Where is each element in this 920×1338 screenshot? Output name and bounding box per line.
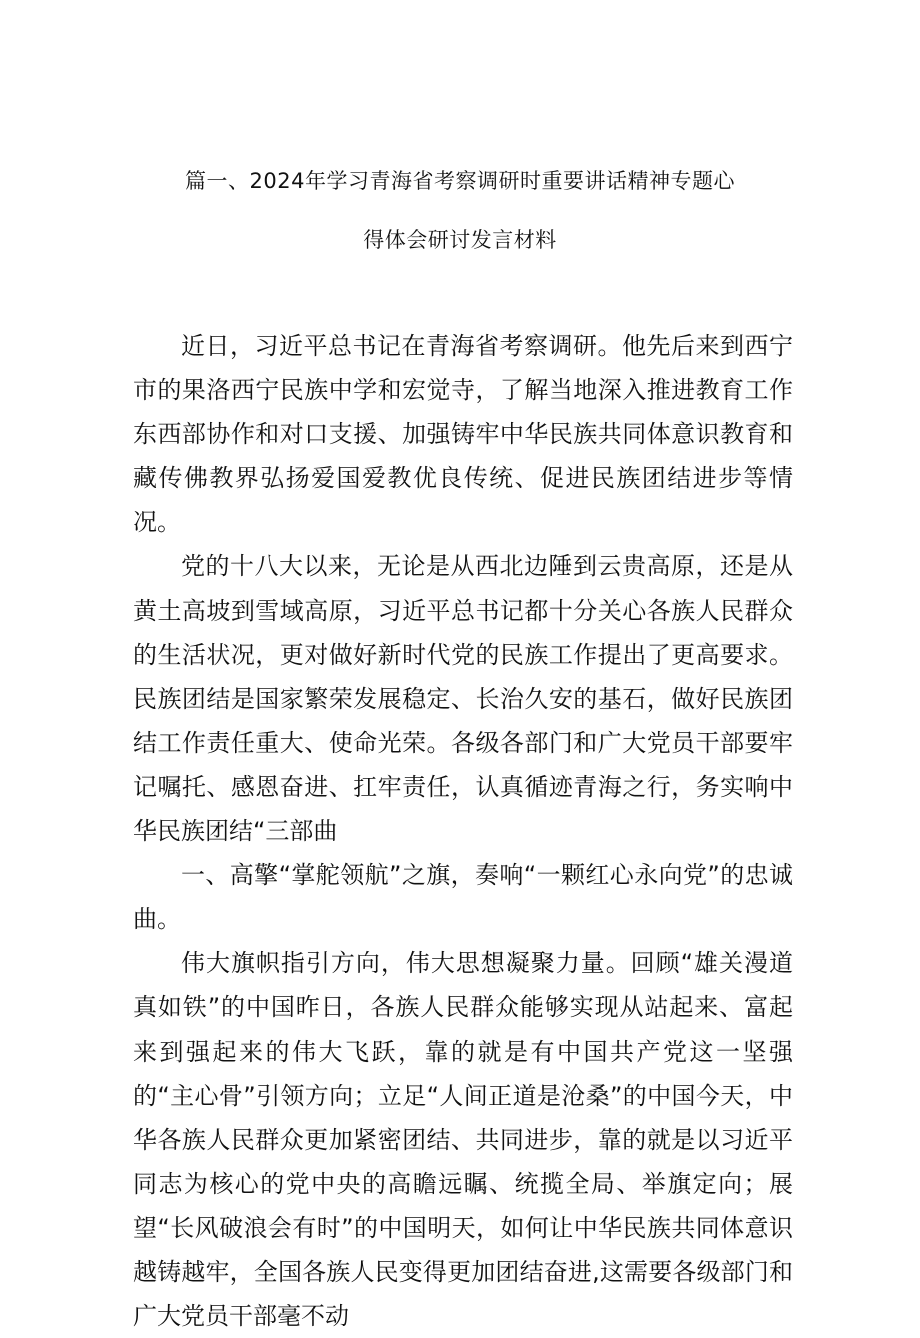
section-heading-1: 一、高擎“掌舵领航”之旗，奏响“一颗红心永向党”的忠诚曲。 — [133, 861, 793, 934]
paragraph-great-banner: 伟大旗帜指引方向，伟大思想凝聚力量。回顾“雄关漫道真如铁”的中国昨日，各族人民群众能够实现从站起来、富起来到强起来的伟大飞跃，靠的就是有中国共产党这一坚强的“主心骨”引领方向；立足“人间正道是沧桑”的中国今天，中华各族人民群众更加紧密团结、共同进步，靠的就是以习近平同志为核心的党中央的高瞻远瞩、统揽全局、举旗定向；展望“长风破浪会有时”的中国明天，如何让中华民族共同体意识越铸越牢，全国各族人民变得更加团结奋进,这需要各级部门和广大党员干部毫不动 — [133, 949, 793, 1331]
paragraph-since-18th-congress: 党的十八大以来，无论是从西北边陲到云贵高原，还是从黄土高坡到雪域高原，习近平总书记都十分关心各族人民群众的生活状况，更对做好新时代党的民族工作提出了更高要求。民族团结是国家繁荣发展稳定、长治久安的基石，做好民族团结工作责任重大、使命光荣。各级各部门和广大党员干部要牢记嘱托、感恩奋进、扛牢责任，认真循迹青海之行，务实响中华民族团结“三部曲 — [133, 552, 793, 846]
document-title-line-2: 得体会研讨发言材料 — [363, 228, 557, 252]
paragraph-intro: 近日，习近平总书记在青海省考察调研。他先后来到西宁市的果洛西宁民族中学和宏觉寺，了解当地深入推进教育工作东西部协作和对口支援、加强铸牢中华民族共同体意识教育和藏传佛教界弘扬爱国爱教优良传统、促进民族团结进步等情况。 — [133, 332, 793, 537]
document-title-line-1: 篇一、2024年学习青海省考察调研时重要讲话精神专题心 — [185, 169, 735, 193]
document-body — [133, 324, 793, 1338]
